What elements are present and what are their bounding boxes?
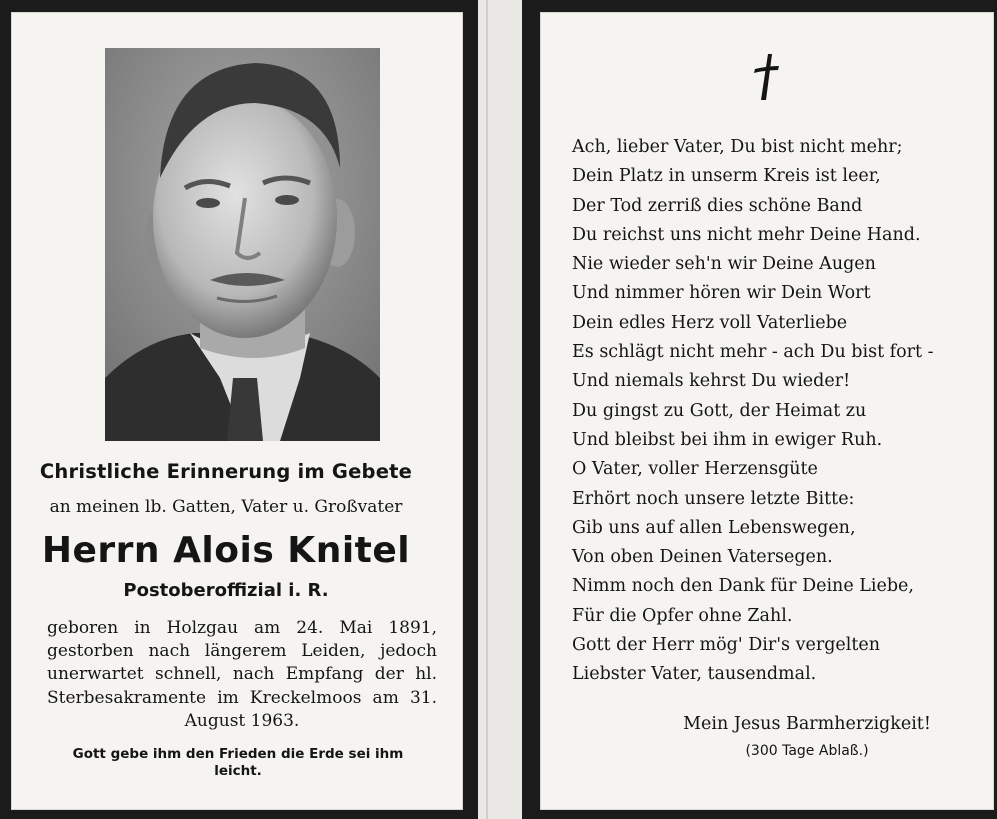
poem-line: Nie wieder seh'n wir Deine Augen [572,254,876,275]
prayer-line: Mein Jesus Barmherzigkeit! [683,714,931,734]
deceased-title: Postoberoffizial i. R. [123,580,329,601]
deceased-name: Herrn Alois Knitel [41,530,411,571]
card-gutter [472,0,528,819]
poem-line: Du reichst uns nicht mehr Deine Hand. [572,224,921,245]
indulgence-note: (300 Tage Ablaß.) [745,743,869,759]
poem-line: Und niemals kehrst Du wieder! [572,371,851,392]
biography-text: geboren in Holzgau am 24. Mai 1891, gestorben nach längerem Leiden, jedoch unerwartet schnell, nach Empfang der hl. Sterbesakramente im Kreckelmoos am 31. August 1963. [47,618,437,731]
poem-line: Gott der Herr mög' Dir's vergelten [572,635,881,656]
portrait-photo [105,48,380,441]
poem-line: Dein Platz in unserm Kreis ist leer, [572,166,881,187]
memorial-heading: Christliche Erinnerung im Gebete [39,460,413,483]
poem-line: Für die Opfer ohne Zahl. [572,605,793,626]
poem-line: Gib uns auf allen Lebenswegen, [572,517,856,538]
poem-line: Dein edles Herz voll Vaterliebe [572,312,848,333]
poem-line: Du gingst zu Gott, der Heimat zu [572,400,867,421]
poem-line: O Vater, voller Herzensgüte [572,459,818,480]
poem [572,133,972,690]
blessing-text: Gott gebe ihm den Frieden die Erde sei ihm leicht. [72,746,404,779]
fold-line [486,0,488,819]
poem-line: Und bleibst bei ihm in ewiger Ruh. [572,429,883,450]
poem-line: Der Tod zerriß dies schöne Band [572,195,863,216]
poem-line: Nimm noch den Dank für Deine Liebe, [572,576,914,597]
poem-line: Liebster Vater, tausendmal. [572,664,817,685]
poem-line: Erhört noch unsere letzte Bitte: [572,488,855,509]
poem-line: Es schlägt nicht mehr - ach Du bist fort - [572,342,934,363]
poem-line: Ach, lieber Vater, Du bist nicht mehr; [572,137,903,157]
cross-icon [748,52,786,102]
dedication-line: an meinen lb. Gatten, Vater u. Großvater [49,497,403,517]
poem-line: Von oben Deinen Vatersegen. [572,547,833,568]
poem-line: Und nimmer hören wir Dein Wort [572,283,871,304]
